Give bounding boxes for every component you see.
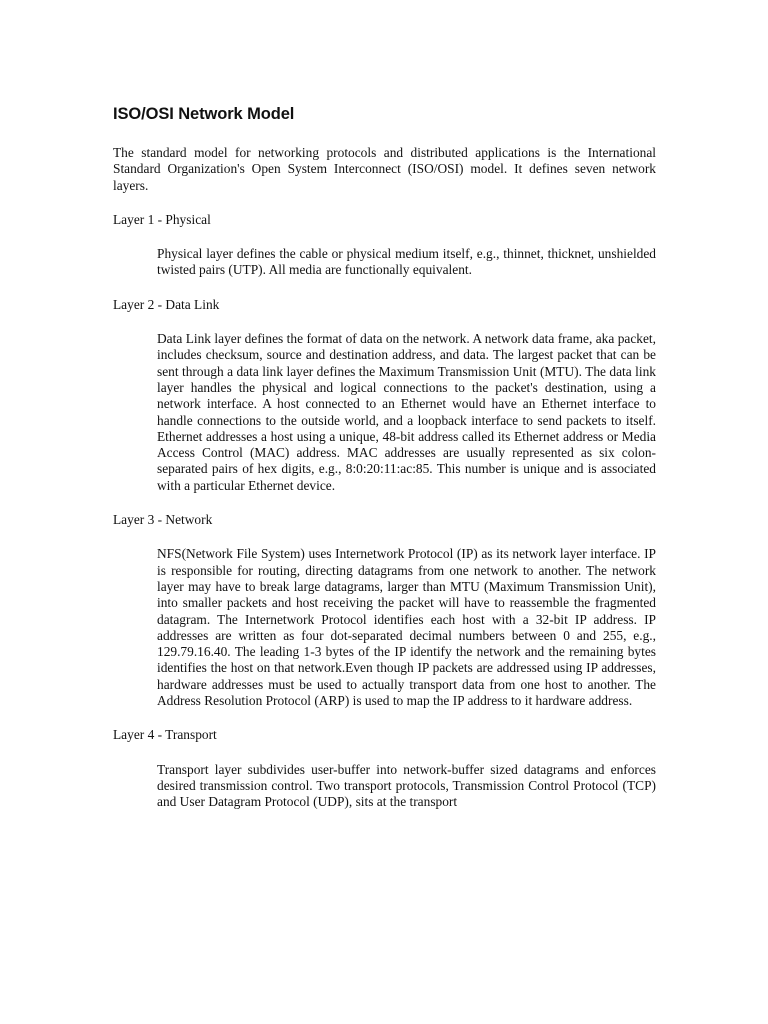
intro-paragraph: The standard model for networking protocols and distributed applications is the International Standard Organization's Open System Interconnect (ISO/OSI) model. It defines seven network layers. xyxy=(113,145,656,193)
layer-4-heading: Layer 4 - Transport xyxy=(113,727,217,743)
layer-3-body: NFS(Network File System) uses Internetwork Protocol (IP) as its network layer interface. IP is responsible for routing, directing datagrams from one network to another. The network layer may have to break large datagrams, larger than MTU (Maximum Transmission Unit), into smaller packets and host receiving the packet will have to reassemble the fragmented datagram. The Internetwork Protocol identifies each host with a 32-bit IP address. IP addresses are written as four dot-separated decimal numbers between 0 and 255, e.g., 129.79.16.40. The leading 1-3 bytes of the IP identify the network and the remaining bytes identifies the host on that network.Even though IP packets are addressed using IP addresses, hardware addresses must be used to actually transport data from one host to another. The Address Resolution Protocol (ARP) is used to map the IP address to it hardware address. xyxy=(157,546,656,709)
layer-4-body: Transport layer subdivides user-buffer into network-buffer sized datagrams and enforces desired transmission control. Two transport protocols, Transmission Control Protocol (TCP) and User Datagram Protocol (UDP), sits at the transport xyxy=(157,761,656,810)
document-title: ISO/OSI Network Model xyxy=(113,105,295,123)
layer-3-heading: Layer 3 - Network xyxy=(113,512,213,528)
layer-2-body: Data Link layer defines the format of data on the network. A network data frame, aka packet, includes checksum, source and destination address, and data. The largest packet that can be sent through a data link layer defines the Maximum Transmission Unit (MTU). The data link layer handles the physical and logical connections to the packet's destination, using a network interface. A host connected to an Ethernet would have an Ethernet interface to handle connections to the outside world, and a loopback interface to send packets to itself. Ethernet addresses a host using a unique, 48-bit address called its Ethernet address or Media Access Control (MAC) address. MAC addresses are usually represented as six colon-separated pairs of hex digits, e.g., 8:0:20:11:ac:85. This number is unique and is associated with a particular Ethernet device. xyxy=(157,331,656,493)
layer-2-heading: Layer 2 - Data Link xyxy=(113,296,220,312)
layer-2-section xyxy=(113,297,656,494)
layer-3-section xyxy=(113,512,656,709)
layer-1-section xyxy=(113,212,656,279)
document-page xyxy=(113,104,656,829)
layer-1-heading: Layer 1 - Physical xyxy=(113,211,211,227)
layer-4-section xyxy=(113,727,656,810)
layer-1-body: Physical layer defines the cable or physical medium itself, e.g., thinnet, thicknet, unshielded twisted pairs (UTP). All media are functionally equivalent. xyxy=(157,246,656,278)
